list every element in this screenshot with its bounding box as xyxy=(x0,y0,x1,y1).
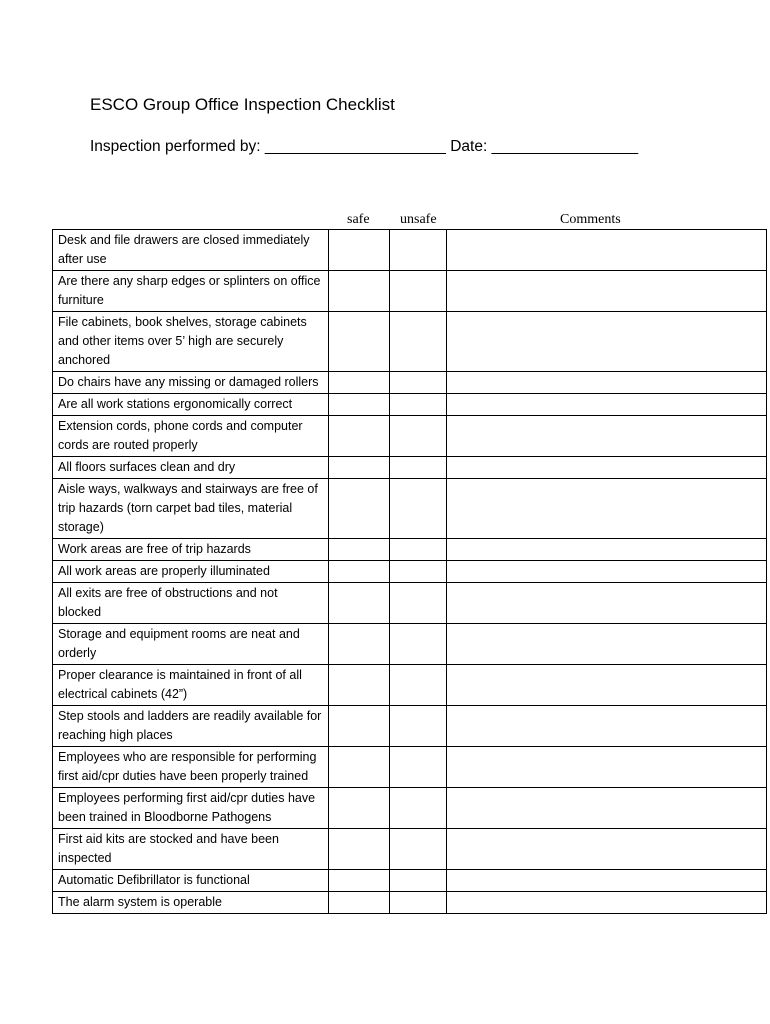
comments-cell[interactable] xyxy=(447,665,767,706)
checklist-item-text: The alarm system is operable xyxy=(53,892,329,914)
unsafe-checkbox-cell[interactable] xyxy=(390,561,447,583)
unsafe-checkbox-cell[interactable] xyxy=(390,870,447,892)
comments-cell[interactable] xyxy=(447,561,767,583)
comments-cell[interactable] xyxy=(447,416,767,457)
checklist-item-text: All work areas are properly illuminated xyxy=(53,561,329,583)
checklist-row xyxy=(53,312,767,372)
document-title: ESCO Group Office Inspection Checklist xyxy=(90,95,395,114)
unsafe-checkbox-cell[interactable] xyxy=(390,230,447,271)
comments-cell[interactable] xyxy=(447,892,767,914)
unsafe-checkbox-cell[interactable] xyxy=(390,829,447,870)
comments-cell[interactable] xyxy=(447,624,767,665)
comments-cell[interactable] xyxy=(447,271,767,312)
checklist-row xyxy=(53,394,767,416)
comments-cell[interactable] xyxy=(447,479,767,539)
checklist-row xyxy=(53,271,767,312)
safe-checkbox-cell[interactable] xyxy=(329,583,390,624)
comments-cell[interactable] xyxy=(447,788,767,829)
checklist-row xyxy=(53,747,767,788)
checklist-item-text: Proper clearance is maintained in front of all electrical cabinets (42”) xyxy=(53,665,329,706)
comments-cell[interactable] xyxy=(447,230,767,271)
checklist-row xyxy=(53,457,767,479)
unsafe-checkbox-cell[interactable] xyxy=(390,747,447,788)
checklist-row xyxy=(53,479,767,539)
unsafe-checkbox-cell[interactable] xyxy=(390,457,447,479)
checklist-row xyxy=(53,583,767,624)
checklist-item-text: Aisle ways, walkways and stairways are free of trip hazards (torn carpet bad tiles, material storage) xyxy=(53,479,329,539)
checklist-item-text: Employees who are responsible for performing first aid/cpr duties have been properly trained xyxy=(53,747,329,788)
inspection-performed-by-line: Inspection performed by: _____________________ Date: _________________ xyxy=(90,138,639,155)
safe-checkbox-cell[interactable] xyxy=(329,416,390,457)
comments-cell[interactable] xyxy=(447,747,767,788)
checklist-row xyxy=(53,561,767,583)
checklist-item-text: Work areas are free of trip hazards xyxy=(53,539,329,561)
checklist-body xyxy=(53,230,767,914)
checklist-item-text: Automatic Defibrillator is functional xyxy=(53,870,329,892)
comments-cell[interactable] xyxy=(447,539,767,561)
checklist-row xyxy=(53,372,767,394)
unsafe-checkbox-cell[interactable] xyxy=(390,539,447,561)
unsafe-checkbox-cell[interactable] xyxy=(390,271,447,312)
safe-checkbox-cell[interactable] xyxy=(329,665,390,706)
unsafe-checkbox-cell[interactable] xyxy=(390,706,447,747)
checklist-row xyxy=(53,624,767,665)
safe-checkbox-cell[interactable] xyxy=(329,312,390,372)
checklist-item-text: Desk and file drawers are closed immediately after use xyxy=(53,230,329,271)
safe-checkbox-cell[interactable] xyxy=(329,372,390,394)
column-header-safe: safe xyxy=(347,212,370,227)
safe-checkbox-cell[interactable] xyxy=(329,624,390,665)
safe-checkbox-cell[interactable] xyxy=(329,706,390,747)
comments-cell[interactable] xyxy=(447,706,767,747)
checklist-item-text: Do chairs have any missing or damaged rollers xyxy=(53,372,329,394)
checklist-item-text: Employees performing first aid/cpr duties have been trained in Bloodborne Pathogens xyxy=(53,788,329,829)
safe-checkbox-cell[interactable] xyxy=(329,561,390,583)
safe-checkbox-cell[interactable] xyxy=(329,870,390,892)
comments-cell[interactable] xyxy=(447,829,767,870)
checklist-row xyxy=(53,870,767,892)
comments-cell[interactable] xyxy=(447,870,767,892)
checklist-row xyxy=(53,788,767,829)
checklist-row xyxy=(53,829,767,870)
unsafe-checkbox-cell[interactable] xyxy=(390,788,447,829)
checklist-item-text: First aid kits are stocked and have been inspected xyxy=(53,829,329,870)
unsafe-checkbox-cell[interactable] xyxy=(390,312,447,372)
unsafe-checkbox-cell[interactable] xyxy=(390,892,447,914)
comments-cell[interactable] xyxy=(447,394,767,416)
safe-checkbox-cell[interactable] xyxy=(329,539,390,561)
comments-cell[interactable] xyxy=(447,583,767,624)
unsafe-checkbox-cell[interactable] xyxy=(390,479,447,539)
unsafe-checkbox-cell[interactable] xyxy=(390,394,447,416)
safe-checkbox-cell[interactable] xyxy=(329,230,390,271)
inspection-checklist-table xyxy=(52,229,767,914)
checklist-row xyxy=(53,892,767,914)
safe-checkbox-cell[interactable] xyxy=(329,479,390,539)
safe-checkbox-cell[interactable] xyxy=(329,271,390,312)
column-header-comments: Comments xyxy=(560,212,621,227)
column-headers xyxy=(0,212,770,230)
checklist-item-text: All exits are free of obstructions and not blocked xyxy=(53,583,329,624)
checklist-item-text: Step stools and ladders are readily available for reaching high places xyxy=(53,706,329,747)
checklist-item-text: Storage and equipment rooms are neat and orderly xyxy=(53,624,329,665)
checklist-row xyxy=(53,416,767,457)
safe-checkbox-cell[interactable] xyxy=(329,829,390,870)
checklist-row xyxy=(53,539,767,561)
checklist-item-text: Are there any sharp edges or splinters on office furniture xyxy=(53,271,329,312)
safe-checkbox-cell[interactable] xyxy=(329,394,390,416)
comments-cell[interactable] xyxy=(447,372,767,394)
unsafe-checkbox-cell[interactable] xyxy=(390,583,447,624)
checklist-item-text: Extension cords, phone cords and computer cords are routed properly xyxy=(53,416,329,457)
safe-checkbox-cell[interactable] xyxy=(329,788,390,829)
checklist-item-text: File cabinets, book shelves, storage cabinets and other items over 5’ high are securely anchored xyxy=(53,312,329,372)
column-header-unsafe: unsafe xyxy=(400,212,437,227)
unsafe-checkbox-cell[interactable] xyxy=(390,372,447,394)
comments-cell[interactable] xyxy=(447,457,767,479)
checklist-item-text: All floors surfaces clean and dry xyxy=(53,457,329,479)
safe-checkbox-cell[interactable] xyxy=(329,892,390,914)
unsafe-checkbox-cell[interactable] xyxy=(390,665,447,706)
checklist-row xyxy=(53,706,767,747)
safe-checkbox-cell[interactable] xyxy=(329,457,390,479)
checklist-row xyxy=(53,230,767,271)
unsafe-checkbox-cell[interactable] xyxy=(390,416,447,457)
checklist-item-text: Are all work stations ergonomically correct xyxy=(53,394,329,416)
safe-checkbox-cell[interactable] xyxy=(329,747,390,788)
checklist-row xyxy=(53,665,767,706)
comments-cell[interactable] xyxy=(447,312,767,372)
unsafe-checkbox-cell[interactable] xyxy=(390,624,447,665)
